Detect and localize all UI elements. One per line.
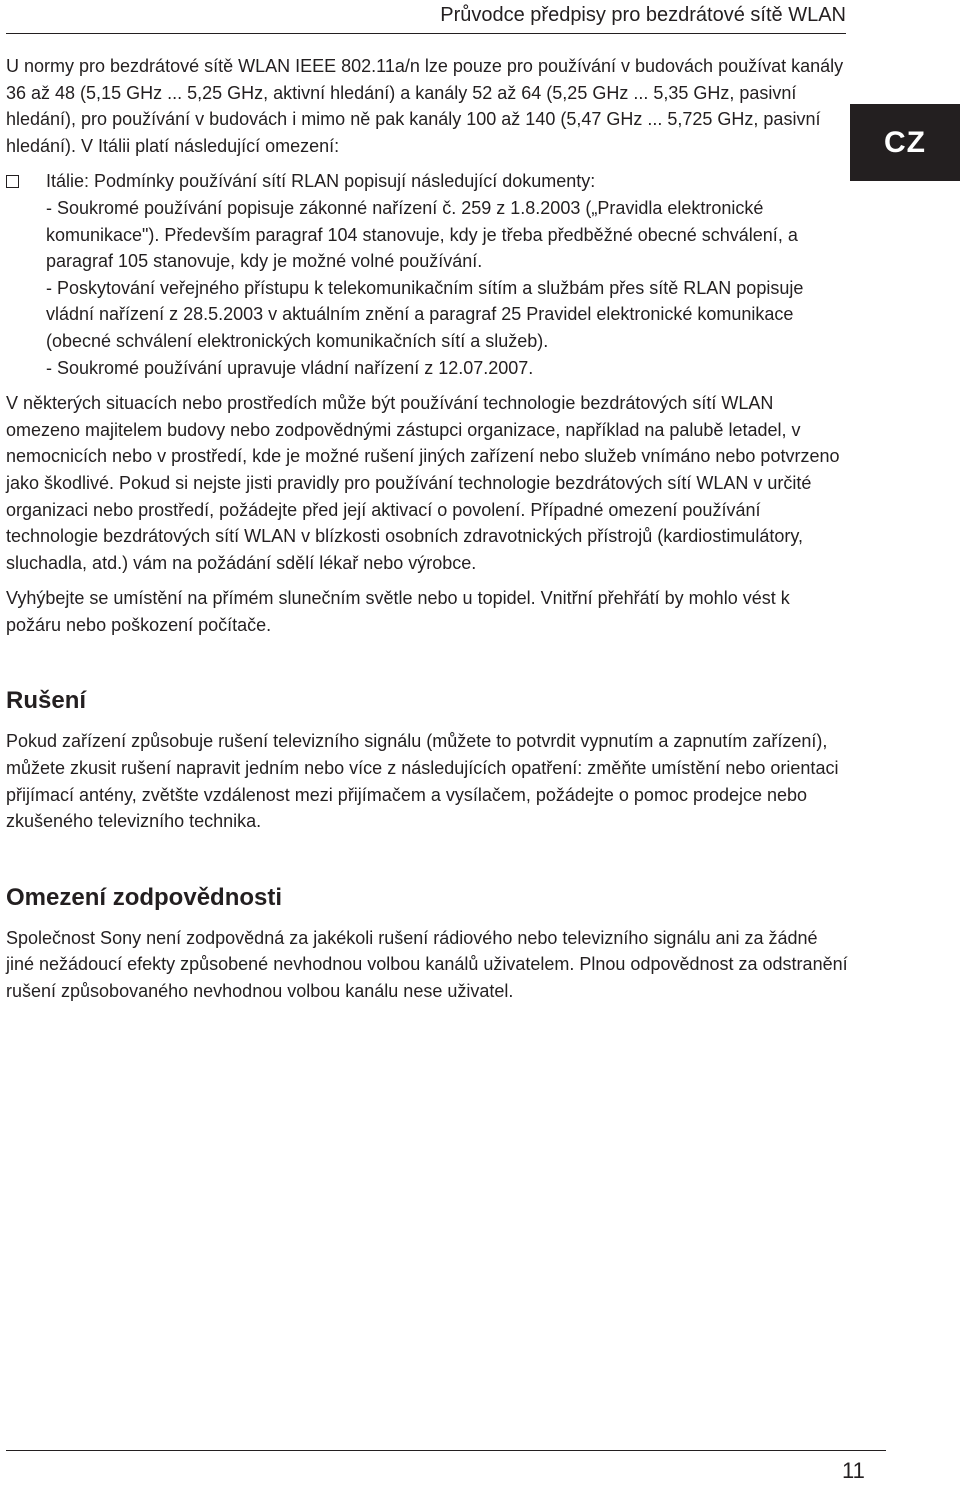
bullet-line: - Soukromé používání popisuje zákonné nařízení č. 259 z 1.8.2003 („Pravidla elektronické komunikace"). Především paragraf 104 stanovuje, kdy je třeba předběžné obecné schválení, a paragraf 105 stanovuje, kdy je možné volné používání. — [46, 197, 798, 272]
page-number: 11 — [842, 1458, 865, 1483]
checkbox-bullet-icon — [6, 175, 19, 188]
header-divider — [6, 33, 846, 34]
intro-paragraph: U normy pro bezdrátové sítě WLAN IEEE 802.11a/n lze pouze pro používání v budovách používat kanály 36 až 48 (5,15 GHz ... 5,25 GHz, aktivní hledání) a kanály 52 až 64 (5,25 GHz ... 5,35 GHz, pasivní hledání), pro používání v budovách i mimo ně pak kanály 100 až 140 (5,47 GHz ... 5,725 GHz, pasivní hledání). V Itálii platí následující omezení: — [6, 56, 844, 156]
disclaimer-paragraph: Společnost Sony není zodpovědná za jakékoli rušení rádiového nebo televizního signálu ani za žádné jiné nežádoucí efekty způsobené nevhodnou volbou kanálů uživatelem. Plnou odpovědnost za odstranění rušení způsobovaného nevhodnou volbou kanálu nese uživatel. — [6, 927, 848, 1002]
section-heading-interference: Rušení — [6, 687, 87, 715]
running-header-title: Průvodce předpisy pro bezdrátové sítě WLAN — [440, 4, 846, 26]
placement-warning-paragraph: Vyhýbejte se umístění na přímém slunečním světle nebo u topidel. Vnitřní přehřátí by mohlo vést k požáru nebo poškození počítače. — [6, 588, 790, 635]
bullet-line: - Poskytování veřejného přístupu k telekomunikačním sítím a službám přes sítě RLAN popisuje vládní nařízení z 28.5.2003 v aktuálním znění a paragraf 25 Pravidel elektronické komunikace (obecné schválení elektronických komunikačních sítí a služeb). — [46, 277, 804, 351]
page-content — [6, 53, 848, 1014]
bullet-line: - Soukromé používání upravuje vládní nařízení z 12.07.2007. — [46, 357, 534, 378]
language-tab: CZ — [850, 104, 960, 181]
italy-bullet-body — [46, 168, 848, 381]
italy-bullet — [6, 168, 848, 381]
bullet-line: Itálie: Podmínky používání sítí RLAN popisují následující dokumenty: — [46, 171, 596, 192]
wlan-restriction-paragraph: V některých situacích nebo prostředích může být používání technologie bezdrátových sítí WLAN omezeno majitelem budovy nebo zodpovědnými zástupci organizace, například na palubě letadel, v nemocnicích nebo v prostředí, kde je možné rušení jiných zařízení nebo služeb vnímáno nebo potvrzeno jako škodlivé. Pokud si nejste jisti pravidly pro používání technologie bezdrátových sítí WLAN v určité organizaci nebo prostředí, požádejte před její aktivací o povolení. Případné omezení používání technologie bezdrátových sítí WLAN v blízkosti osobních zdravotnických přístrojů (kardiostimulátory, sluchadla, atd.) vám na požádání sdělí lékař nebo výrobce. — [6, 393, 840, 573]
footer-divider — [6, 1450, 886, 1451]
section-heading-disclaimer: Omezení zodpovědnosti — [6, 883, 283, 911]
interference-paragraph: Pokud zařízení způsobuje rušení televizního signálu (můžete to potvrdit vypnutím a zapnutím zařízení), můžete zkusit rušení napravit jedním nebo více z následujících opatření: změňte umístění nebo orientaci přijímací antény, zvětšte vzdálenost mezi přijímačem a vysílačem, požádejte o pomoc prodejce nebo zkušeného televizního technika. — [6, 731, 839, 832]
